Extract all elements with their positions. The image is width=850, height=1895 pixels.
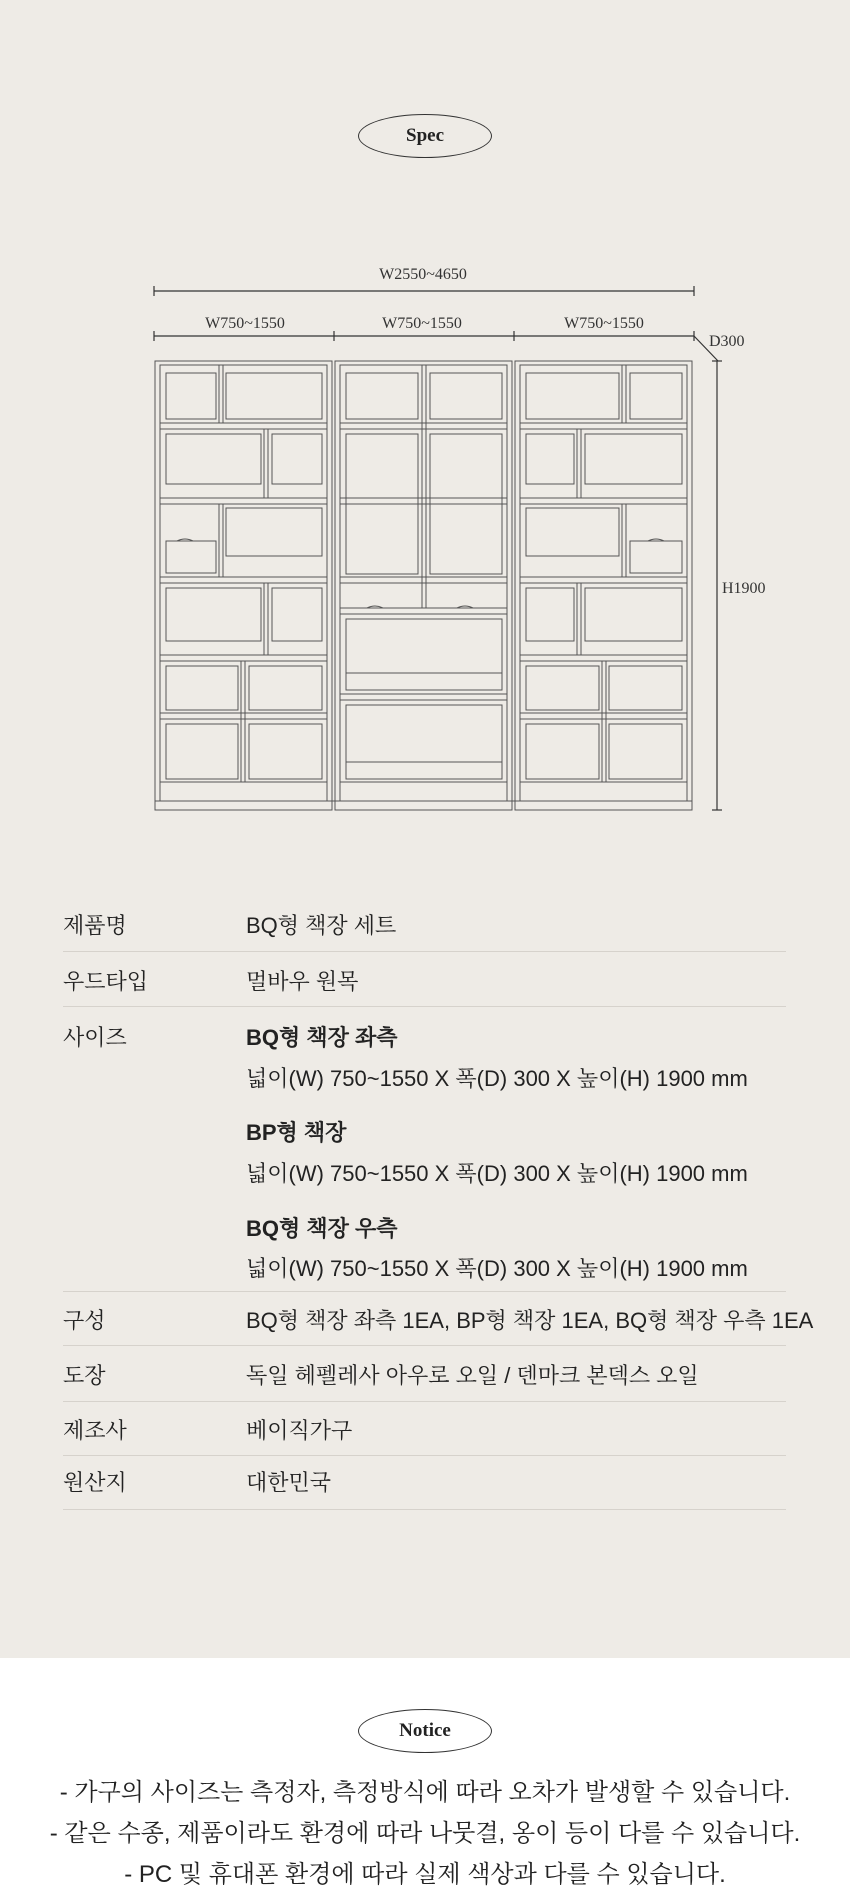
composition-label: 구성: [63, 1308, 106, 1333]
size-item-dims: 넓이(W) 750~1550 X 폭(D) 300 X 높이(H) 1900 mm: [246, 1066, 748, 1091]
size-label: 사이즈: [63, 1025, 127, 1050]
notice-line: - 가구의 사이즈는 측정자, 측정방식에 따라 오차가 발생할 수 있습니다.: [59, 1779, 791, 1806]
origin-value: 대한민국: [246, 1470, 332, 1495]
notice-line: - 같은 수종, 제품이라도 환경에 따라 나뭇결, 옹이 등이 다를 수 있습니다.: [49, 1820, 801, 1847]
product-name-value: BQ형 책장 세트: [246, 913, 397, 938]
row-manufacturer: [63, 1402, 786, 1456]
unit-width-label-2: W750~1550: [382, 315, 462, 332]
origin-label: 원산지: [63, 1470, 127, 1495]
row-product-name: [63, 898, 786, 952]
size-item-dims: 넓이(W) 750~1550 X 폭(D) 300 X 높이(H) 1900 mm: [246, 1161, 748, 1186]
bookshelf-diagram: [0, 0, 850, 830]
depth-label: D300: [709, 333, 745, 350]
row-wood-type: [63, 952, 786, 1007]
size-item-dims: 넓이(W) 750~1550 X 폭(D) 300 X 높이(H) 1900 mm: [246, 1256, 748, 1281]
unit-width-label-1: W750~1550: [205, 315, 285, 332]
wood-type-label: 우드타입: [63, 969, 149, 994]
row-size: [63, 1007, 786, 1292]
spec-table: [63, 898, 814, 1510]
spec-badge: Spec: [358, 114, 492, 158]
row-finish: [63, 1346, 786, 1402]
product-name-label: 제품명: [63, 913, 127, 938]
notice-line: - PC 및 휴대폰 환경에 따라 실제 색상과 다를 수 있습니다.: [124, 1861, 726, 1888]
total-width-label: W2550~4650: [379, 266, 467, 283]
manufacturer-label: 제조사: [63, 1418, 127, 1443]
finish-value: 독일 헤펠레사 아우로 오일 / 덴마크 본덱스 오일: [246, 1363, 699, 1388]
unit-width-label-3: W750~1550: [564, 315, 644, 332]
notice-badge: Notice: [358, 1709, 492, 1753]
finish-label: 도장: [63, 1363, 106, 1388]
notice-list: [0, 1772, 850, 1895]
row-composition: [63, 1292, 814, 1346]
size-item-title: BP형 책장: [246, 1120, 347, 1145]
composition-value: BQ형 책장 좌측 1EA, BP형 책장 1EA, BQ형 책장 우측 1EA: [246, 1308, 814, 1333]
row-origin: [63, 1456, 786, 1510]
wood-type-value: 멀바우 원목: [246, 969, 359, 994]
height-label: H1900: [722, 580, 766, 597]
manufacturer-value: 베이직가구: [246, 1418, 353, 1443]
size-item-title: BQ형 책장 좌측: [246, 1025, 398, 1050]
size-item-title: BQ형 책장 우측: [246, 1216, 398, 1241]
